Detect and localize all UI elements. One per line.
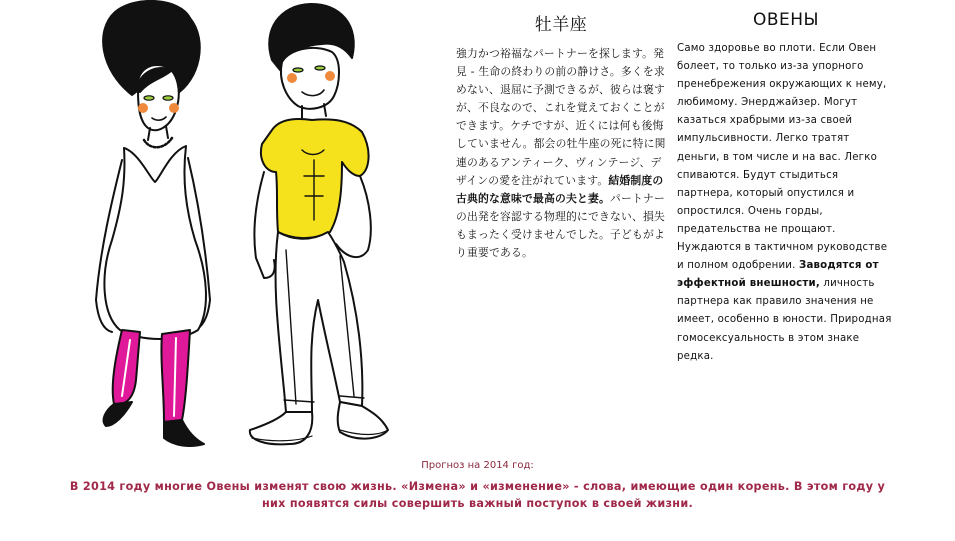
japanese-column xyxy=(456,10,666,262)
japanese-p1: 強力かつ裕福なパートナーを探します。発見 - 生命の終わりの前の静けさ。多くを求めない、退屈に予測できるが、彼らは褒すが、不良なので、これを覚えておくことができます。ケチですが、近くには何も後悔していません。都会の牡牛座の死に特に関連のあるアンティーク、ヴィンテージ、デザインの愛を注がれています。 xyxy=(456,47,666,187)
couple-illustration xyxy=(40,0,440,460)
russian-p1: Само здоровье во плоти. Если Овен болеет, то только из-за упорного пренебрежения окружающих к нему, любимому. Энерджайзер. Могут казаться храбрыми из-за своей импульсивности. Легко тратят деньги, в том числе и на вас. Легко спиваются. Будут стыдиться партнера, который опустился и опростился. Очень горды, предательства не прощают. Нуждаются в тактичном руководстве и полном одобрении. xyxy=(677,43,888,272)
man-pants xyxy=(276,232,363,412)
japanese-bold: 結婚制度の古典的な意味で最高の夫と妻。 xyxy=(456,173,664,205)
woman-dress xyxy=(104,146,206,339)
russian-title: ОВЕНЫ xyxy=(752,10,820,30)
russian-bold: Заводятся от эффектной внешности, xyxy=(677,260,879,290)
forecast-text: В 2014 году многие Овены изменят свою жизнь. «Измена» и «изменение» - слова, имеющие один корень. В этом году у них появятся силы совершить важный поступок в своей жизни. xyxy=(69,480,886,510)
russian-p2: личность партнера как правило значения не имеет, особенно в юности. Природная гомосексуальность в этом знаке редка. xyxy=(677,278,892,362)
woman-eye-left xyxy=(144,96,154,100)
russian-body xyxy=(677,40,895,366)
japanese-body xyxy=(456,45,666,262)
woman-figure xyxy=(96,1,210,446)
man-figure xyxy=(250,4,388,444)
forecast-footer xyxy=(0,460,955,512)
japanese-title: 牡羊座 xyxy=(534,15,588,35)
forecast-label: Прогноз на 2014 год: xyxy=(421,460,534,471)
man-shirt xyxy=(261,119,369,238)
japanese-p2: パートナーの出発を容認する物理的にできない、損失もまったく受けませんでした。子どもがより重要である。 xyxy=(456,191,665,260)
russian-column xyxy=(677,10,895,366)
woman-eye-right xyxy=(163,96,173,100)
